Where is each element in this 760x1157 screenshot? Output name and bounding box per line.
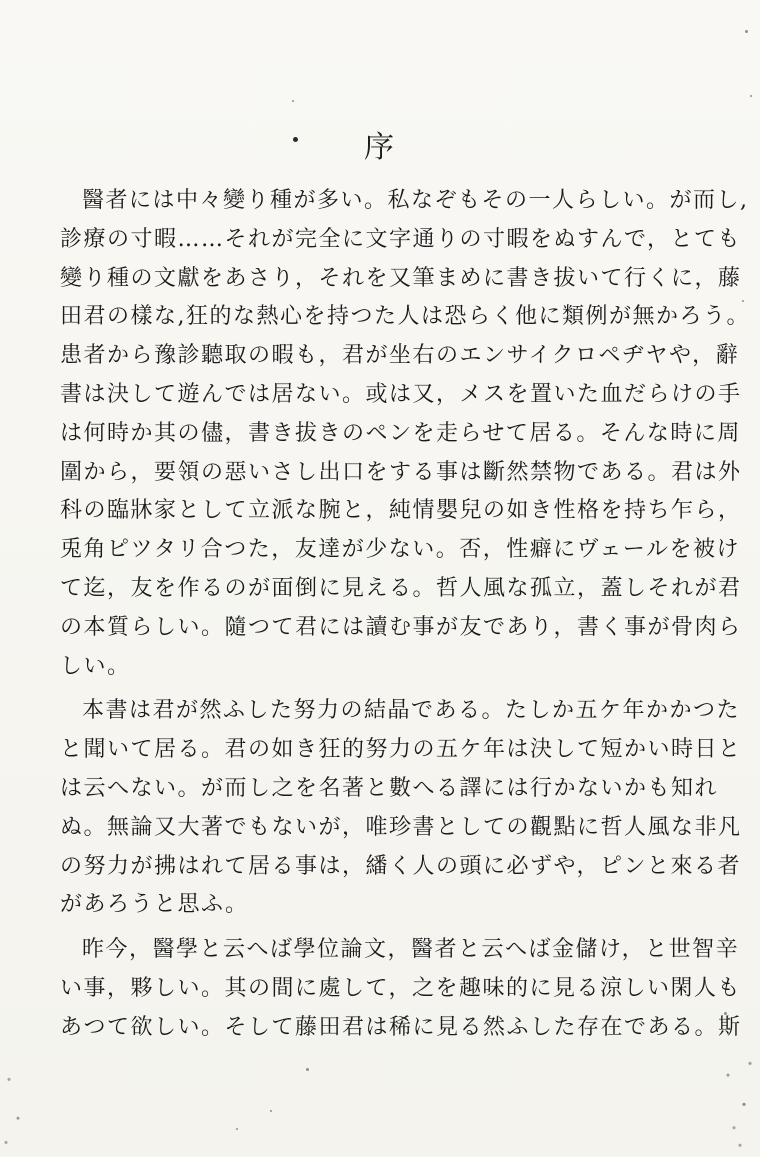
scan-edge-noise xyxy=(720,1040,760,1157)
body-text xyxy=(60,182,750,1048)
text-line: 昨今，醫學と云へば學位論文，醫者と云へば金儲け，と世智辛 xyxy=(82,937,740,963)
text-line: 田君の樣な,狂的な熱心を持つた人は恐らく他に類例が無かろう。 xyxy=(60,304,750,330)
text-line: は何時か其の儘，書き拔きのペンを走らせて居る。そんな時に周 xyxy=(60,420,741,446)
text-line: は云へない。が而し之を名著と數へる譯には行かないかも知れ xyxy=(60,775,719,801)
scan-speck xyxy=(292,100,294,102)
text-line: 兎角ピツタリ合つた，友達が少ない。否，性癖にヴェールを被け xyxy=(60,537,740,563)
scan-speck xyxy=(236,1128,238,1130)
text-line: 患者から豫診聽取の暇も，君が坐右のエンサイクロペヂヤや，辭 xyxy=(60,343,740,369)
text-line: と聞いて居る。君の如き狂的努力の五ケ年は決して短かい時日と xyxy=(60,737,742,763)
scan-speck xyxy=(306,1068,309,1071)
scan-speck xyxy=(750,95,752,97)
text-line: しい。 xyxy=(60,653,131,679)
text-line: 醫者には中々變り種が多い。私なぞもその一人らしい。が而し, xyxy=(82,188,749,213)
text-line: い事，夥しい。其の間に處して，之を趣味的に見る涼しい閑人も xyxy=(60,975,742,1001)
text-line: 圍から，要領の惡いさし出口をする事は斷然禁物である。君は外 xyxy=(60,459,742,485)
text-line: 變り種の文獻をあさり，それを又筆まめに書き拔いて行くに，藤 xyxy=(60,265,742,291)
text-line: の努力が拂はれて居る事は，繙く人の頭に必ずや，ピンと來る者 xyxy=(60,853,742,879)
scan-speck xyxy=(724,1012,727,1015)
text-line: 診療の寸暇……それが完全に文字通りの寸暇をぬすんで，とても xyxy=(60,226,742,252)
text-line: 書は決して遊んでは居ない。或は又，メスを置いた血だらけの手 xyxy=(60,381,742,407)
text-line: 本書は君が然ふした努力の結晶である。たしか五ケ年かかつた xyxy=(82,698,741,724)
scan-speck xyxy=(742,300,744,302)
scan-speck xyxy=(745,30,748,33)
scan-speck xyxy=(270,1110,272,1112)
text-line: あつて欲しい。そして藤田君は稀に見る然ふした存在である。斯 xyxy=(60,1014,742,1040)
text-line: があろうと思ふ。 xyxy=(60,892,249,918)
text-line: て迄，友を作るのが面倒に見える。哲人風な孤立，蓋しそれが君 xyxy=(60,575,742,601)
text-line: ぬ。無論又大著でもないが，唯珍書としての觀點に哲人風な非凡 xyxy=(60,814,742,840)
text-line: 科の臨牀家として立派な腕と，純情嬰兒の如き性格を持ち乍ら， xyxy=(60,498,742,524)
text-line: の本質らしい。隨つて君には讀む事が友であり，書く事が骨肉ら xyxy=(60,614,742,640)
page-heading: 序 xyxy=(364,130,396,165)
scan-edge-noise xyxy=(0,1060,30,1157)
